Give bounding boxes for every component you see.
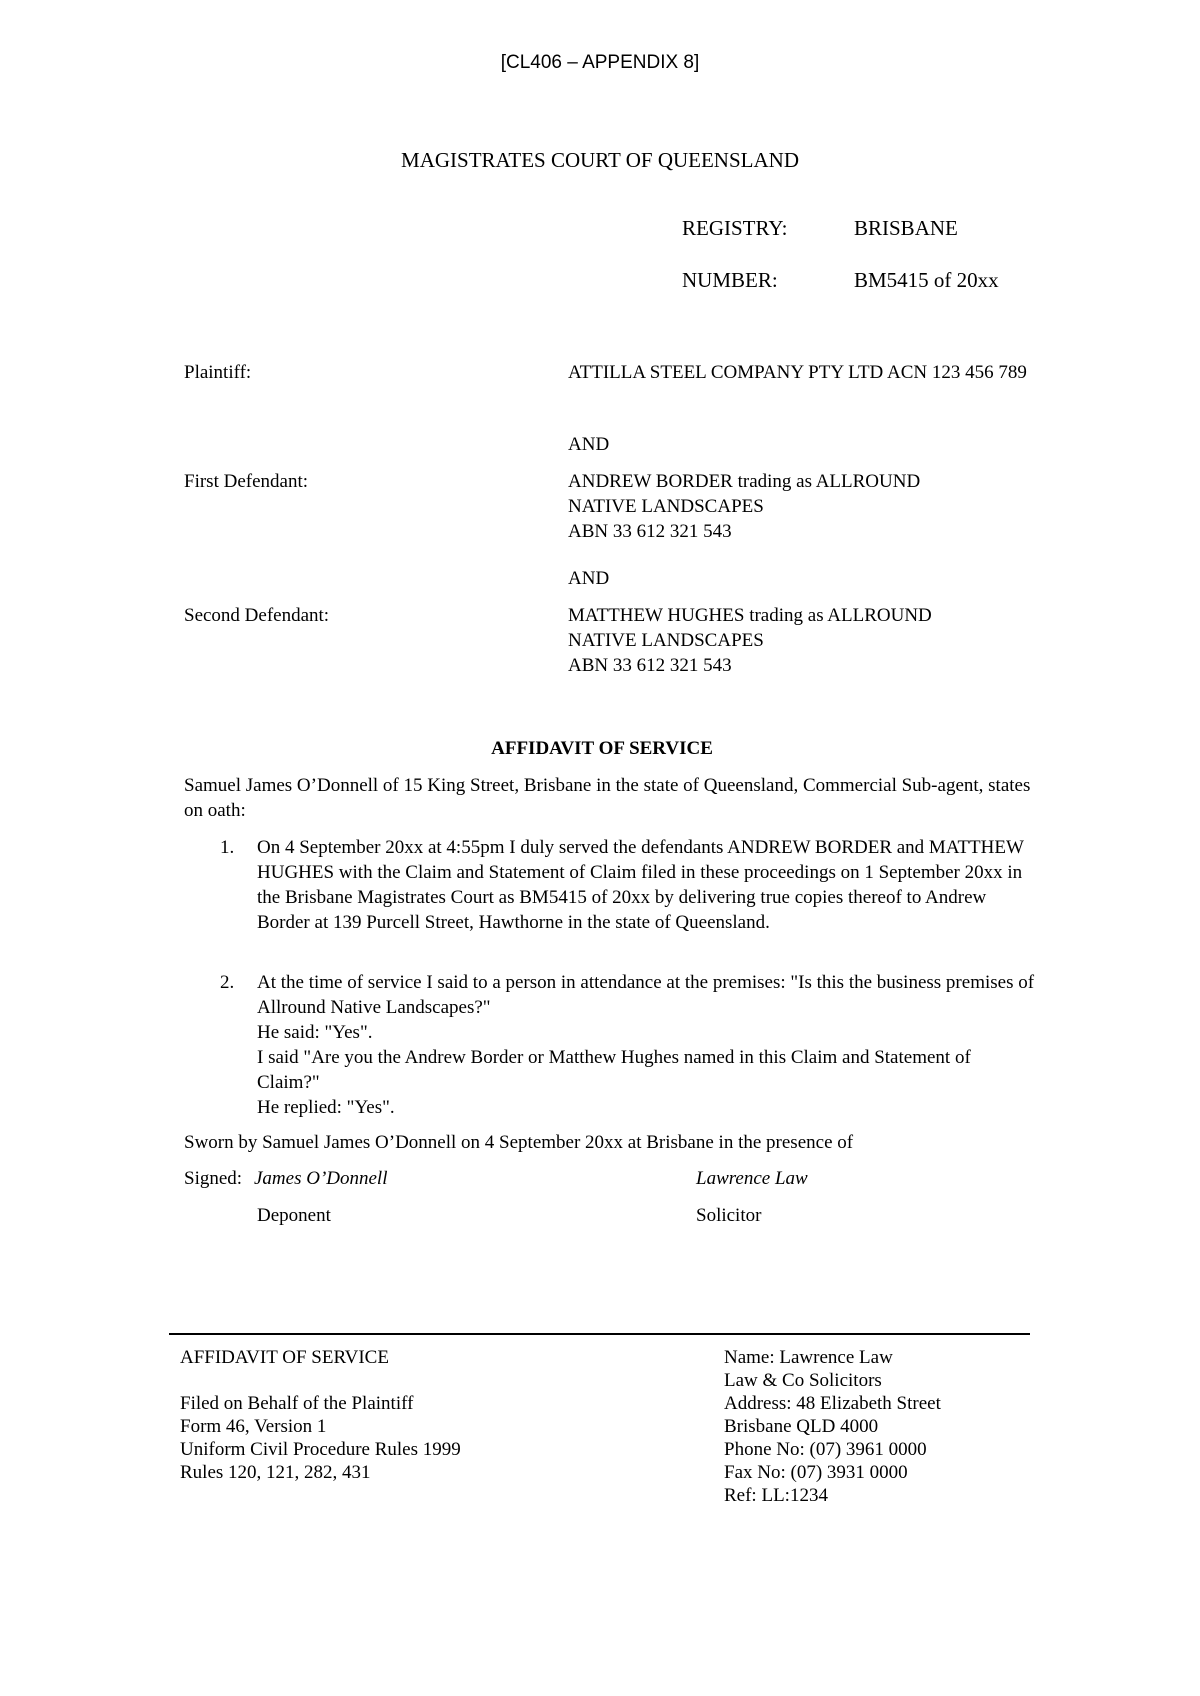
intro-paragraph: Samuel James O’Donnell of 15 King Street, Brisbane in the state of Queensland, Commercial Sub-agent, states on oath: bbox=[184, 775, 1031, 821]
item-line: He said: "Yes". bbox=[257, 1022, 373, 1043]
footer-right-line: Phone No: (07) 3961 0000 bbox=[724, 1439, 927, 1460]
sworn-statement: Sworn by Samuel James O’Donnell on 4 September 20xx at Brisbane in the presence of bbox=[184, 1132, 854, 1153]
item-number: 1. bbox=[220, 837, 235, 858]
footer-document-title: AFFIDAVIT OF SERVICE bbox=[180, 1347, 389, 1368]
item-number: 2. bbox=[220, 972, 235, 993]
footer-right-line: Law & Co Solicitors bbox=[724, 1370, 882, 1391]
item-text: On 4 September 20xx at 4:55pm I duly served the defendants ANDREW BORDER and MATTHEW HUGHES with the Claim and Statement of Claim filed in these proceedings on 1 September 20xx in the Brisbane Magistrates Court as BM5415 of 20xx by delivering true copies thereof to Andrew Border at 139 Purcell Street, Hawthorne in the state of Queensland. bbox=[257, 837, 1024, 933]
footer-spacer bbox=[180, 1369, 461, 1392]
plaintiff-label: Plaintiff: bbox=[184, 362, 252, 383]
first-defendant-label: First Defendant: bbox=[184, 471, 309, 492]
registry-value: BRISBANE bbox=[854, 216, 958, 240]
first-defendant-line: NATIVE LANDSCAPES bbox=[568, 496, 764, 517]
second-defendant-line: MATTHEW HUGHES trading as ALLROUND bbox=[568, 605, 932, 626]
plaintiff-value: ATTILLA STEEL COMPANY PTY LTD ACN 123 456 789 bbox=[568, 362, 1027, 383]
number-label: NUMBER: bbox=[682, 268, 778, 292]
footer-right-line: Ref: LL:1234 bbox=[724, 1485, 828, 1506]
second-defendant-value bbox=[568, 603, 1038, 678]
footer-right-line: Fax No: (07) 3931 0000 bbox=[724, 1462, 908, 1483]
registry-label: REGISTRY: bbox=[682, 216, 788, 240]
solicitor-signature: Lawrence Law bbox=[696, 1168, 808, 1189]
item-text bbox=[257, 970, 1037, 1120]
footer-right bbox=[724, 1346, 941, 1507]
item-line: He replied: "Yes". bbox=[257, 1097, 395, 1118]
footer-left-line: Filed on Behalf of the Plaintiff bbox=[180, 1393, 414, 1414]
footer-right-line: Address: 48 Elizabeth Street bbox=[724, 1393, 941, 1414]
footer-divider bbox=[169, 1333, 1030, 1335]
footer-left-line: Rules 120, 121, 282, 431 bbox=[180, 1462, 371, 1483]
footer-left bbox=[180, 1346, 461, 1484]
and-separator-2: AND bbox=[568, 568, 610, 589]
solicitor-label: Solicitor bbox=[696, 1205, 762, 1226]
footer-left-line: Uniform Civil Procedure Rules 1999 bbox=[180, 1439, 461, 1460]
deponent-label: Deponent bbox=[257, 1205, 331, 1226]
signed-label: Signed: bbox=[184, 1168, 243, 1189]
court-title: MAGISTRATES COURT OF QUEENSLAND bbox=[401, 148, 799, 172]
deponent-signature: James O’Donnell bbox=[254, 1168, 388, 1189]
footer-right-line: Brisbane QLD 4000 bbox=[724, 1416, 879, 1437]
item-line: I said "Are you the Andrew Border or Matthew Hughes named in this Claim and Statement of Claim?" bbox=[257, 1047, 971, 1093]
affidavit-title: AFFIDAVIT OF SERVICE bbox=[491, 738, 713, 759]
second-defendant-line: ABN 33 612 321 543 bbox=[568, 655, 732, 676]
and-separator-1: AND bbox=[568, 434, 610, 455]
footer-left-line: Form 46, Version 1 bbox=[180, 1416, 327, 1437]
first-defendant-line: ANDREW BORDER trading as ALLROUND bbox=[568, 471, 921, 492]
first-defendant-line: ABN 33 612 321 543 bbox=[568, 521, 732, 542]
footer-right-line: Name: Lawrence Law bbox=[724, 1347, 893, 1368]
item-line: At the time of service I said to a person in attendance at the premises: "Is this the business premises of Allround Native Landscapes?" bbox=[257, 972, 1035, 1018]
number-value: BM5415 of 20xx bbox=[854, 268, 999, 292]
first-defendant-value bbox=[568, 469, 1038, 544]
second-defendant-line: NATIVE LANDSCAPES bbox=[568, 630, 764, 651]
appendix-header: [CL406 – APPENDIX 8] bbox=[500, 52, 700, 73]
second-defendant-label: Second Defendant: bbox=[184, 605, 330, 626]
